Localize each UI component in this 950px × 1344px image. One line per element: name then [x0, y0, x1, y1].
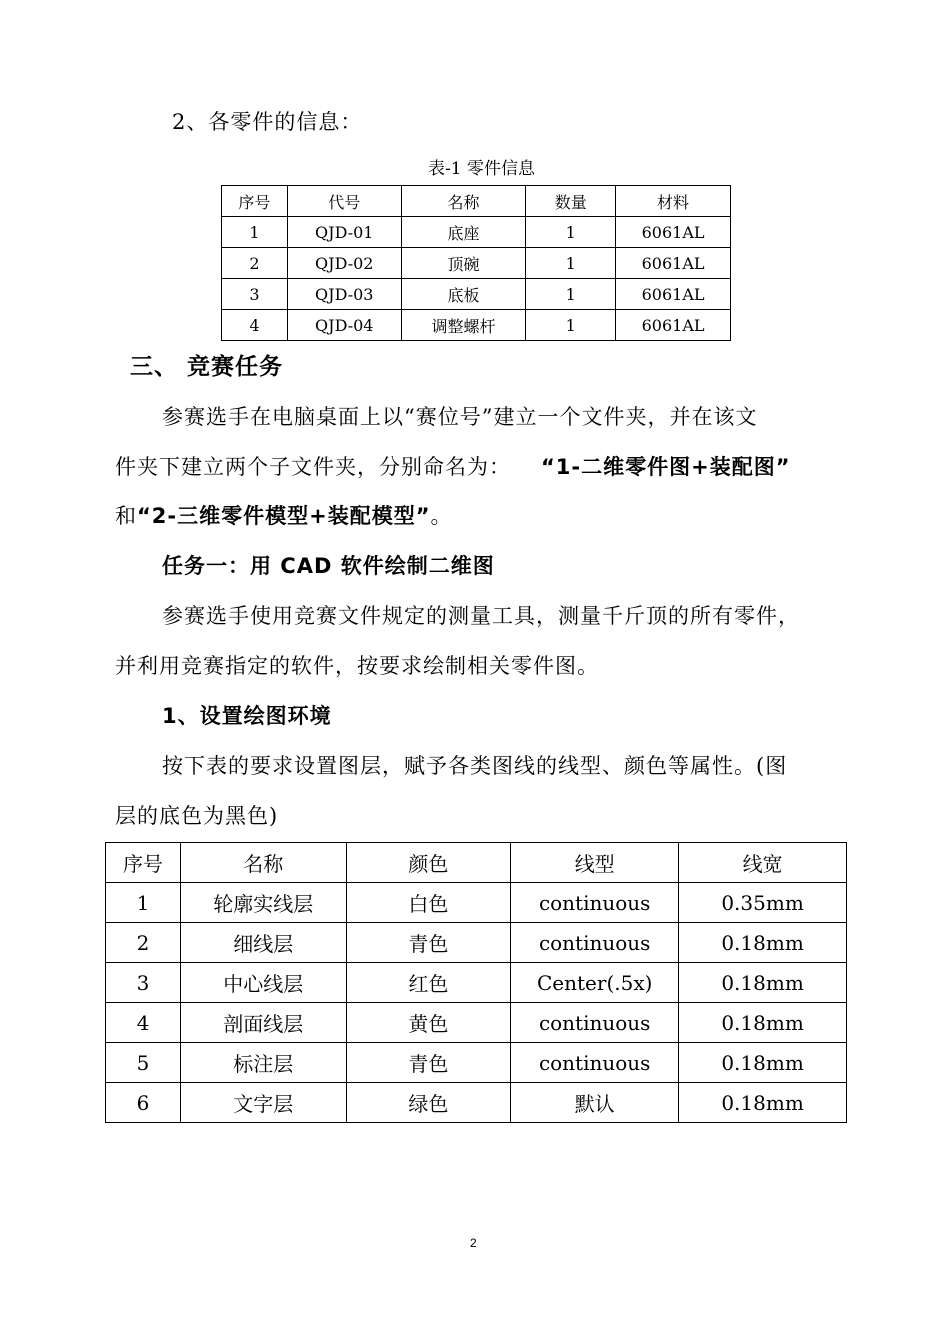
- paragraph-line: [115, 451, 791, 481]
- table-cell: 青色: [346, 923, 511, 963]
- table-header-row: [222, 186, 731, 217]
- table-cell: 5: [106, 1043, 181, 1083]
- folder-name-2: “2-三维零件模型+装配模型”: [137, 504, 431, 528]
- table-cell: 顶碗: [401, 248, 526, 279]
- table-cell: 6061AL: [616, 310, 731, 341]
- header-cell: 名称: [180, 843, 346, 883]
- table-cell: continuous: [511, 883, 679, 923]
- table-cell: 1: [106, 883, 181, 923]
- text-normal: 件夹下建立两个子文件夹，分别命名为：: [115, 455, 511, 479]
- paragraph-line: 参赛选手使用竞赛文件规定的测量工具，测量千斤顶的所有零件，: [162, 604, 800, 628]
- table-row: [222, 248, 731, 279]
- table-cell: 0.18mm: [679, 1003, 847, 1043]
- page-number: 2: [470, 1236, 477, 1250]
- table-cell: 红色: [346, 963, 511, 1003]
- table-cell: 文字层: [180, 1083, 346, 1123]
- table-cell: QJD-02: [287, 248, 401, 279]
- header-cell: 名称: [401, 186, 526, 217]
- table-row: [106, 1083, 847, 1123]
- header-cell: 序号: [106, 843, 181, 883]
- table-cell: 6061AL: [616, 279, 731, 310]
- header-cell: 材料: [616, 186, 731, 217]
- table-row: [222, 217, 731, 248]
- paragraph-line: [115, 500, 453, 530]
- table-row: [106, 1043, 847, 1083]
- table-cell: 底板: [401, 279, 526, 310]
- table-cell: continuous: [511, 1043, 679, 1083]
- table-cell: 默认: [511, 1083, 679, 1123]
- table-caption: 表-1 零件信息: [428, 159, 535, 179]
- table-cell: 白色: [346, 883, 511, 923]
- table-header-row: [106, 843, 847, 883]
- table-cell: 0.35mm: [679, 883, 847, 923]
- table-cell: 1: [526, 279, 616, 310]
- table-cell: 轮廓实线层: [180, 883, 346, 923]
- table-cell: 0.18mm: [679, 963, 847, 1003]
- table-cell: 2: [106, 923, 181, 963]
- task-heading: 任务一：用 CAD 软件绘制二维图: [162, 554, 495, 578]
- paragraph-line: 层的底色为黑色): [115, 804, 279, 828]
- table-row: [222, 310, 731, 341]
- text-normal: 和: [115, 504, 137, 528]
- table-cell: 0.18mm: [679, 923, 847, 963]
- table-row: [106, 963, 847, 1003]
- table-cell: 细线层: [180, 923, 346, 963]
- table-cell: Center(.5x): [511, 963, 679, 1003]
- table-cell: 6061AL: [616, 248, 731, 279]
- header-cell: 序号: [222, 186, 288, 217]
- table-row: [106, 923, 847, 963]
- header-cell: 线宽: [679, 843, 847, 883]
- table-cell: 剖面线层: [180, 1003, 346, 1043]
- table-cell: 0.18mm: [679, 1083, 847, 1123]
- layer-table: [105, 842, 847, 1123]
- table-cell: 1: [526, 310, 616, 341]
- paragraph-line: 参赛选手在电脑桌面上以“赛位号”建立一个文件夹，并在该文: [162, 405, 758, 429]
- folder-name-1: “1-二维零件图+装配图”: [541, 455, 791, 479]
- table-cell: 6: [106, 1083, 181, 1123]
- table-cell: 调整螺杆: [401, 310, 526, 341]
- section-title: 三、 竞赛任务: [130, 354, 284, 380]
- table-row: [106, 1003, 847, 1043]
- table-cell: 2: [222, 248, 288, 279]
- table-cell: 黄色: [346, 1003, 511, 1043]
- table-cell: QJD-04: [287, 310, 401, 341]
- paragraph-line: 并利用竞赛指定的软件，按要求绘制相关零件图。: [115, 654, 599, 678]
- table-cell: 底座: [401, 217, 526, 248]
- table-cell: QJD-03: [287, 279, 401, 310]
- section-heading: 2、各零件的信息：: [172, 110, 363, 134]
- paragraph-line: 按下表的要求设置图层，赋予各类图线的线型、颜色等属性。(图: [162, 754, 788, 778]
- table-cell: 4: [222, 310, 288, 341]
- table-cell: 中心线层: [180, 963, 346, 1003]
- table-row: [106, 883, 847, 923]
- header-cell: 颜色: [346, 843, 511, 883]
- parts-table: [221, 185, 731, 341]
- table-row: [222, 279, 731, 310]
- table-cell: 3: [222, 279, 288, 310]
- table-cell: 6061AL: [616, 217, 731, 248]
- table-cell: 3: [106, 963, 181, 1003]
- table-cell: 绿色: [346, 1083, 511, 1123]
- table-cell: 青色: [346, 1043, 511, 1083]
- header-cell: 数量: [526, 186, 616, 217]
- table-cell: 1: [526, 248, 616, 279]
- table-cell: QJD-01: [287, 217, 401, 248]
- table-cell: 4: [106, 1003, 181, 1043]
- text-normal: 。: [430, 504, 453, 528]
- table-cell: 标注层: [180, 1043, 346, 1083]
- table-cell: continuous: [511, 1003, 679, 1043]
- subsection-heading: 1、设置绘图环境: [162, 704, 332, 728]
- table-cell: 0.18mm: [679, 1043, 847, 1083]
- header-cell: 代号: [287, 186, 401, 217]
- table-cell: 1: [526, 217, 616, 248]
- table-cell: 1: [222, 217, 288, 248]
- header-cell: 线型: [511, 843, 679, 883]
- table-cell: continuous: [511, 923, 679, 963]
